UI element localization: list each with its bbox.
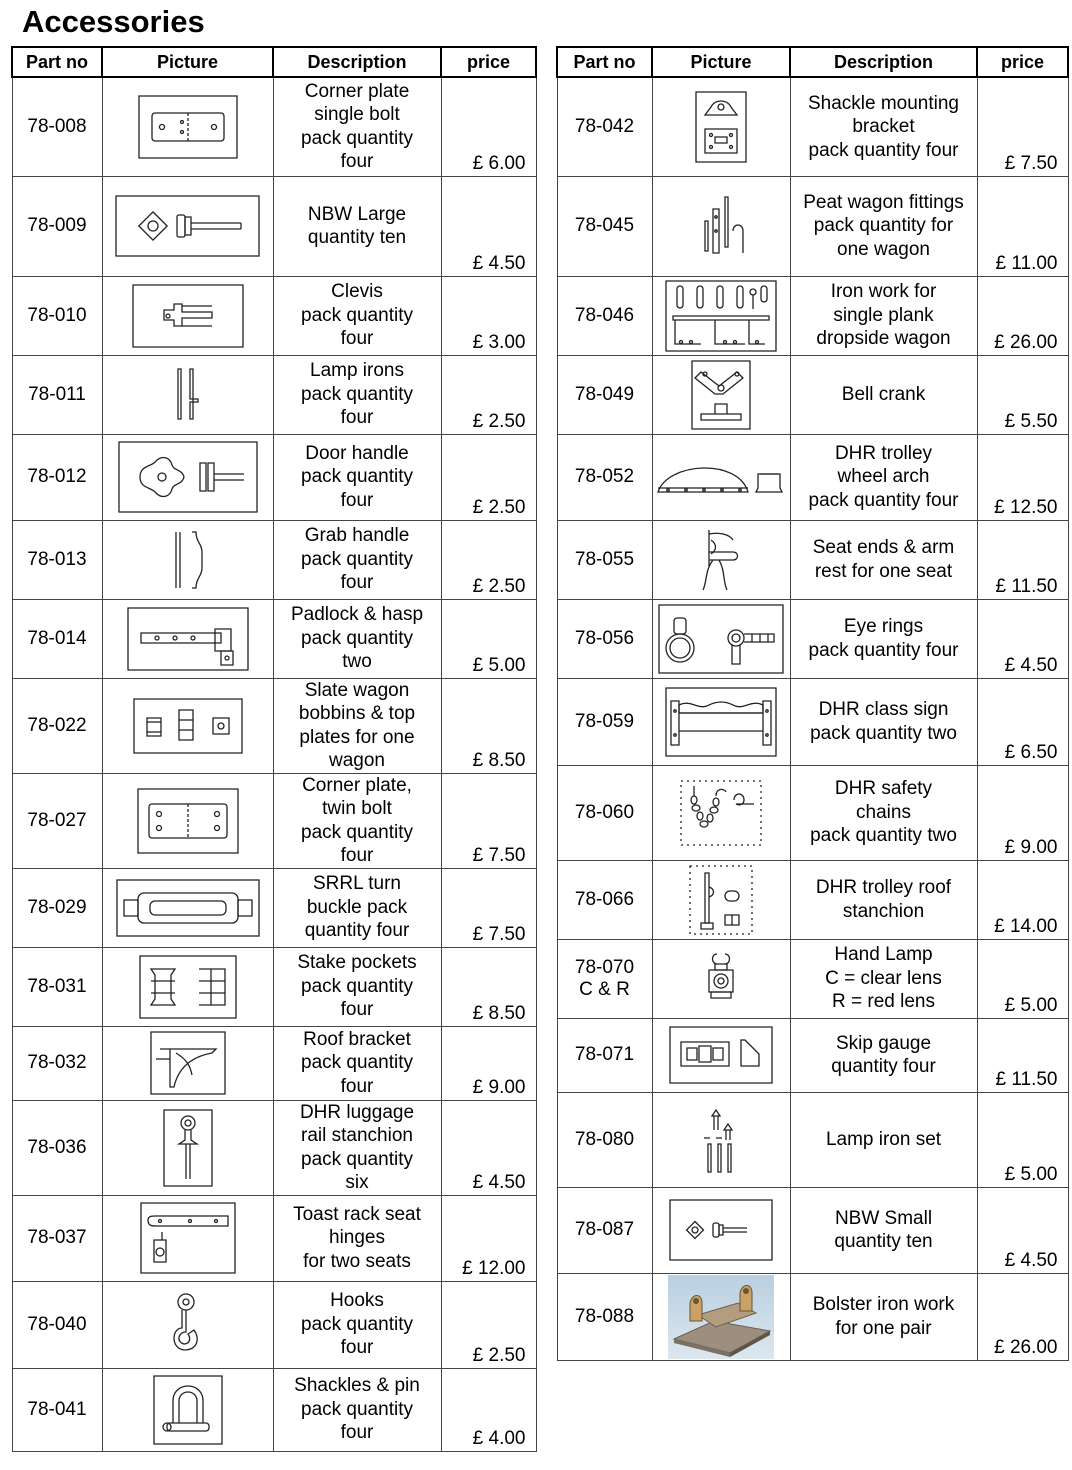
part-price: £ 2.50 xyxy=(441,1281,536,1368)
part-description: DHR luggage rail stanchion pack quantity six xyxy=(273,1100,441,1195)
right-parts-table xyxy=(556,46,1069,1361)
part-description: Toast rack seat hinges for two seats xyxy=(273,1195,441,1281)
part-picture xyxy=(102,947,273,1026)
part-price: £ 5.00 xyxy=(977,939,1068,1018)
lamp-iron-set-icon xyxy=(653,1104,790,1176)
header-picture: Picture xyxy=(102,47,273,77)
part-description: DHR trolley roof stanchion xyxy=(790,860,977,939)
corner-plate-twin-icon xyxy=(103,788,273,854)
clevis-icon xyxy=(103,284,273,348)
part-number: 78-060 xyxy=(557,765,652,860)
part-picture xyxy=(652,176,790,276)
part-price: £ 2.50 xyxy=(441,520,536,599)
table-row xyxy=(557,77,1068,176)
table-row xyxy=(557,765,1068,860)
part-price: £ 7.50 xyxy=(441,773,536,868)
part-number: 78-008 xyxy=(12,77,102,176)
table-row xyxy=(557,276,1068,355)
part-picture xyxy=(102,176,273,276)
header-part-no: Part no xyxy=(557,47,652,77)
part-description: Seat ends & arm rest for one seat xyxy=(790,520,977,599)
part-number: 78-040 xyxy=(12,1281,102,1368)
part-picture xyxy=(102,1026,273,1100)
part-number: 78-052 xyxy=(557,434,652,520)
part-picture xyxy=(652,765,790,860)
grab-handle-icon xyxy=(103,528,273,592)
part-number: 78-029 xyxy=(12,868,102,947)
part-description: Padlock & hasp pack quantity two xyxy=(273,599,441,678)
corner-plate-single-icon xyxy=(103,95,273,159)
luggage-stanchion-icon xyxy=(103,1109,273,1187)
part-price: £ 11.00 xyxy=(977,176,1068,276)
table-row xyxy=(12,773,536,868)
part-price: £ 26.00 xyxy=(977,1273,1068,1360)
part-price: £ 7.50 xyxy=(441,868,536,947)
part-price: £ 4.50 xyxy=(977,1187,1068,1273)
table-row xyxy=(12,1195,536,1281)
part-number: 78-055 xyxy=(557,520,652,599)
part-price: £ 12.50 xyxy=(977,434,1068,520)
part-description: Shackle mounting bracket pack quantity four xyxy=(790,77,977,176)
part-picture xyxy=(652,77,790,176)
table-row xyxy=(12,77,536,176)
part-picture xyxy=(102,678,273,773)
part-description: SRRL turn buckle pack quantity four xyxy=(273,868,441,947)
door-handle-icon xyxy=(103,441,273,513)
roof-stanchion-icon xyxy=(653,865,790,935)
header-price: price xyxy=(441,47,536,77)
part-number: 78-022 xyxy=(12,678,102,773)
part-price: £ 5.50 xyxy=(977,355,1068,434)
part-price: £ 6.50 xyxy=(977,678,1068,765)
part-description: Slate wagon bobbins & top plates for one wagon xyxy=(273,678,441,773)
part-number: 78-031 xyxy=(12,947,102,1026)
part-description: Corner plate, twin bolt pack quantity four xyxy=(273,773,441,868)
part-price: £ 12.00 xyxy=(441,1195,536,1281)
part-number: 78-037 xyxy=(12,1195,102,1281)
part-description: Skip gauge quantity four xyxy=(790,1018,977,1092)
part-description: Lamp irons pack quantity four xyxy=(273,355,441,434)
part-number: 78-070 C & R xyxy=(557,939,652,1018)
part-price: £ 4.50 xyxy=(441,176,536,276)
part-number: 78-049 xyxy=(557,355,652,434)
part-description: DHR trolley wheel arch pack quantity four xyxy=(790,434,977,520)
table-row xyxy=(12,276,536,355)
part-number: 78-087 xyxy=(557,1187,652,1273)
part-number: 78-036 xyxy=(12,1100,102,1195)
table-row xyxy=(557,599,1068,678)
part-price: £ 4.00 xyxy=(441,1368,536,1451)
table-row xyxy=(557,1018,1068,1092)
part-price: £ 4.50 xyxy=(441,1100,536,1195)
header-description: Description xyxy=(790,47,977,77)
part-picture xyxy=(652,860,790,939)
roof-bracket-icon xyxy=(103,1031,273,1095)
part-description: Hooks pack quantity four xyxy=(273,1281,441,1368)
part-number: 78-009 xyxy=(12,176,102,276)
part-number: 78-042 xyxy=(557,77,652,176)
part-picture xyxy=(102,77,273,176)
header-row xyxy=(12,47,536,77)
part-number: 78-066 xyxy=(557,860,652,939)
class-sign-icon xyxy=(653,687,790,757)
part-description: Roof bracket pack quantity four xyxy=(273,1026,441,1100)
part-price: £ 2.50 xyxy=(441,434,536,520)
part-picture xyxy=(652,520,790,599)
dropside-ironwork-icon xyxy=(653,280,790,352)
table-row xyxy=(557,939,1068,1018)
part-description: Door handle pack quantity four xyxy=(273,434,441,520)
part-picture xyxy=(102,1195,273,1281)
part-number: 78-027 xyxy=(12,773,102,868)
part-picture xyxy=(102,1368,273,1451)
part-description: Lamp iron set xyxy=(790,1092,977,1187)
header-picture: Picture xyxy=(652,47,790,77)
part-picture xyxy=(652,678,790,765)
lamp-irons-icon xyxy=(103,363,273,427)
part-number: 78-014 xyxy=(12,599,102,678)
table-row xyxy=(12,1368,536,1451)
shackle-bracket-icon xyxy=(653,91,790,163)
part-description: Peat wagon fittings pack quantity for one wagon xyxy=(790,176,977,276)
stake-pockets-icon xyxy=(103,955,273,1019)
part-picture xyxy=(102,773,273,868)
part-number: 78-059 xyxy=(557,678,652,765)
part-number: 78-011 xyxy=(12,355,102,434)
table-row xyxy=(12,355,536,434)
part-description: Iron work for single plank dropside wagon xyxy=(790,276,977,355)
part-number: 78-013 xyxy=(12,520,102,599)
skip-gauge-icon xyxy=(653,1026,790,1084)
part-picture xyxy=(102,276,273,355)
table-row xyxy=(557,1092,1068,1187)
part-description: DHR class sign pack quantity two xyxy=(790,678,977,765)
table-row xyxy=(12,1026,536,1100)
table-row xyxy=(557,520,1068,599)
page-title: Accessories xyxy=(22,4,205,39)
part-price: £ 2.50 xyxy=(441,355,536,434)
part-description: NBW Large quantity ten xyxy=(273,176,441,276)
part-number: 78-080 xyxy=(557,1092,652,1187)
part-price: £ 6.00 xyxy=(441,77,536,176)
table-row xyxy=(557,434,1068,520)
part-description: Grab handle pack quantity four xyxy=(273,520,441,599)
table-row xyxy=(557,1187,1068,1273)
part-number: 78-046 xyxy=(557,276,652,355)
table-row xyxy=(12,947,536,1026)
part-picture xyxy=(652,1273,790,1360)
part-price: £ 9.00 xyxy=(977,765,1068,860)
part-price: £ 11.50 xyxy=(977,520,1068,599)
part-description: Hand Lamp C = clear lens R = red lens xyxy=(790,939,977,1018)
part-picture xyxy=(102,434,273,520)
table-row xyxy=(12,176,536,276)
part-description: Bolster iron work for one pair xyxy=(790,1273,977,1360)
table-row xyxy=(12,1100,536,1195)
part-picture xyxy=(652,599,790,678)
table-row xyxy=(557,355,1068,434)
part-picture xyxy=(102,355,273,434)
part-description: Eye rings pack quantity four xyxy=(790,599,977,678)
part-picture xyxy=(652,1187,790,1273)
part-description: Corner plate single bolt pack quantity four xyxy=(273,77,441,176)
left-parts-table xyxy=(11,46,537,1452)
part-price: £ 8.50 xyxy=(441,947,536,1026)
part-price: £ 4.50 xyxy=(977,599,1068,678)
part-number: 78-012 xyxy=(12,434,102,520)
part-price: £ 7.50 xyxy=(977,77,1068,176)
table-row xyxy=(12,1281,536,1368)
seat-end-icon xyxy=(653,524,790,596)
header-description: Description xyxy=(273,47,441,77)
part-price: £ 3.00 xyxy=(441,276,536,355)
part-picture xyxy=(102,1100,273,1195)
nbw-small-icon xyxy=(653,1199,790,1261)
part-description: NBW Small quantity ten xyxy=(790,1187,977,1273)
wheel-arch-icon xyxy=(653,452,790,502)
part-number: 78-088 xyxy=(557,1273,652,1360)
table-row xyxy=(12,599,536,678)
part-price: £ 8.50 xyxy=(441,678,536,773)
seat-hinges-icon xyxy=(103,1202,273,1274)
safety-chain-icon xyxy=(653,780,790,846)
part-picture xyxy=(652,939,790,1018)
bell-crank-icon xyxy=(653,360,790,430)
part-picture xyxy=(652,1018,790,1092)
part-price: £ 11.50 xyxy=(977,1018,1068,1092)
part-price: £ 5.00 xyxy=(977,1092,1068,1187)
part-picture xyxy=(652,276,790,355)
table-row xyxy=(557,860,1068,939)
table-row xyxy=(12,520,536,599)
part-picture xyxy=(652,434,790,520)
hand-lamp-icon xyxy=(653,944,790,1014)
part-number: 78-056 xyxy=(557,599,652,678)
header-row xyxy=(557,47,1068,77)
part-number: 78-071 xyxy=(557,1018,652,1092)
part-description: DHR safety chains pack quantity two xyxy=(790,765,977,860)
table-row xyxy=(12,868,536,947)
nbw-large-icon xyxy=(103,195,273,257)
table-row xyxy=(12,434,536,520)
part-number: 78-041 xyxy=(12,1368,102,1451)
part-picture xyxy=(102,1281,273,1368)
bolster-photo-icon xyxy=(653,1275,790,1359)
part-picture xyxy=(102,868,273,947)
eye-ring-icon xyxy=(653,604,790,674)
part-picture xyxy=(652,1092,790,1187)
part-picture xyxy=(102,520,273,599)
table-row xyxy=(12,678,536,773)
slate-bobbins-icon xyxy=(103,698,273,754)
hook-icon xyxy=(103,1290,273,1360)
header-price: price xyxy=(977,47,1068,77)
part-picture xyxy=(652,355,790,434)
part-picture xyxy=(102,599,273,678)
part-price: £ 9.00 xyxy=(441,1026,536,1100)
table-row xyxy=(557,678,1068,765)
peat-wagon-fittings-icon xyxy=(653,191,790,261)
part-price: £ 26.00 xyxy=(977,276,1068,355)
part-number: 78-045 xyxy=(557,176,652,276)
padlock-hasp-icon xyxy=(103,607,273,671)
part-number: 78-032 xyxy=(12,1026,102,1100)
part-description: Bell crank xyxy=(790,355,977,434)
part-number: 78-010 xyxy=(12,276,102,355)
part-description: Shackles & pin pack quantity four xyxy=(273,1368,441,1451)
table-row xyxy=(557,1273,1068,1360)
part-description: Stake pockets pack quantity four xyxy=(273,947,441,1026)
part-price: £ 14.00 xyxy=(977,860,1068,939)
part-description: Clevis pack quantity four xyxy=(273,276,441,355)
part-price: £ 5.00 xyxy=(441,599,536,678)
shackle-icon xyxy=(103,1375,273,1445)
table-row xyxy=(557,176,1068,276)
header-part-no: Part no xyxy=(12,47,102,77)
turn-buckle-icon xyxy=(103,879,273,937)
